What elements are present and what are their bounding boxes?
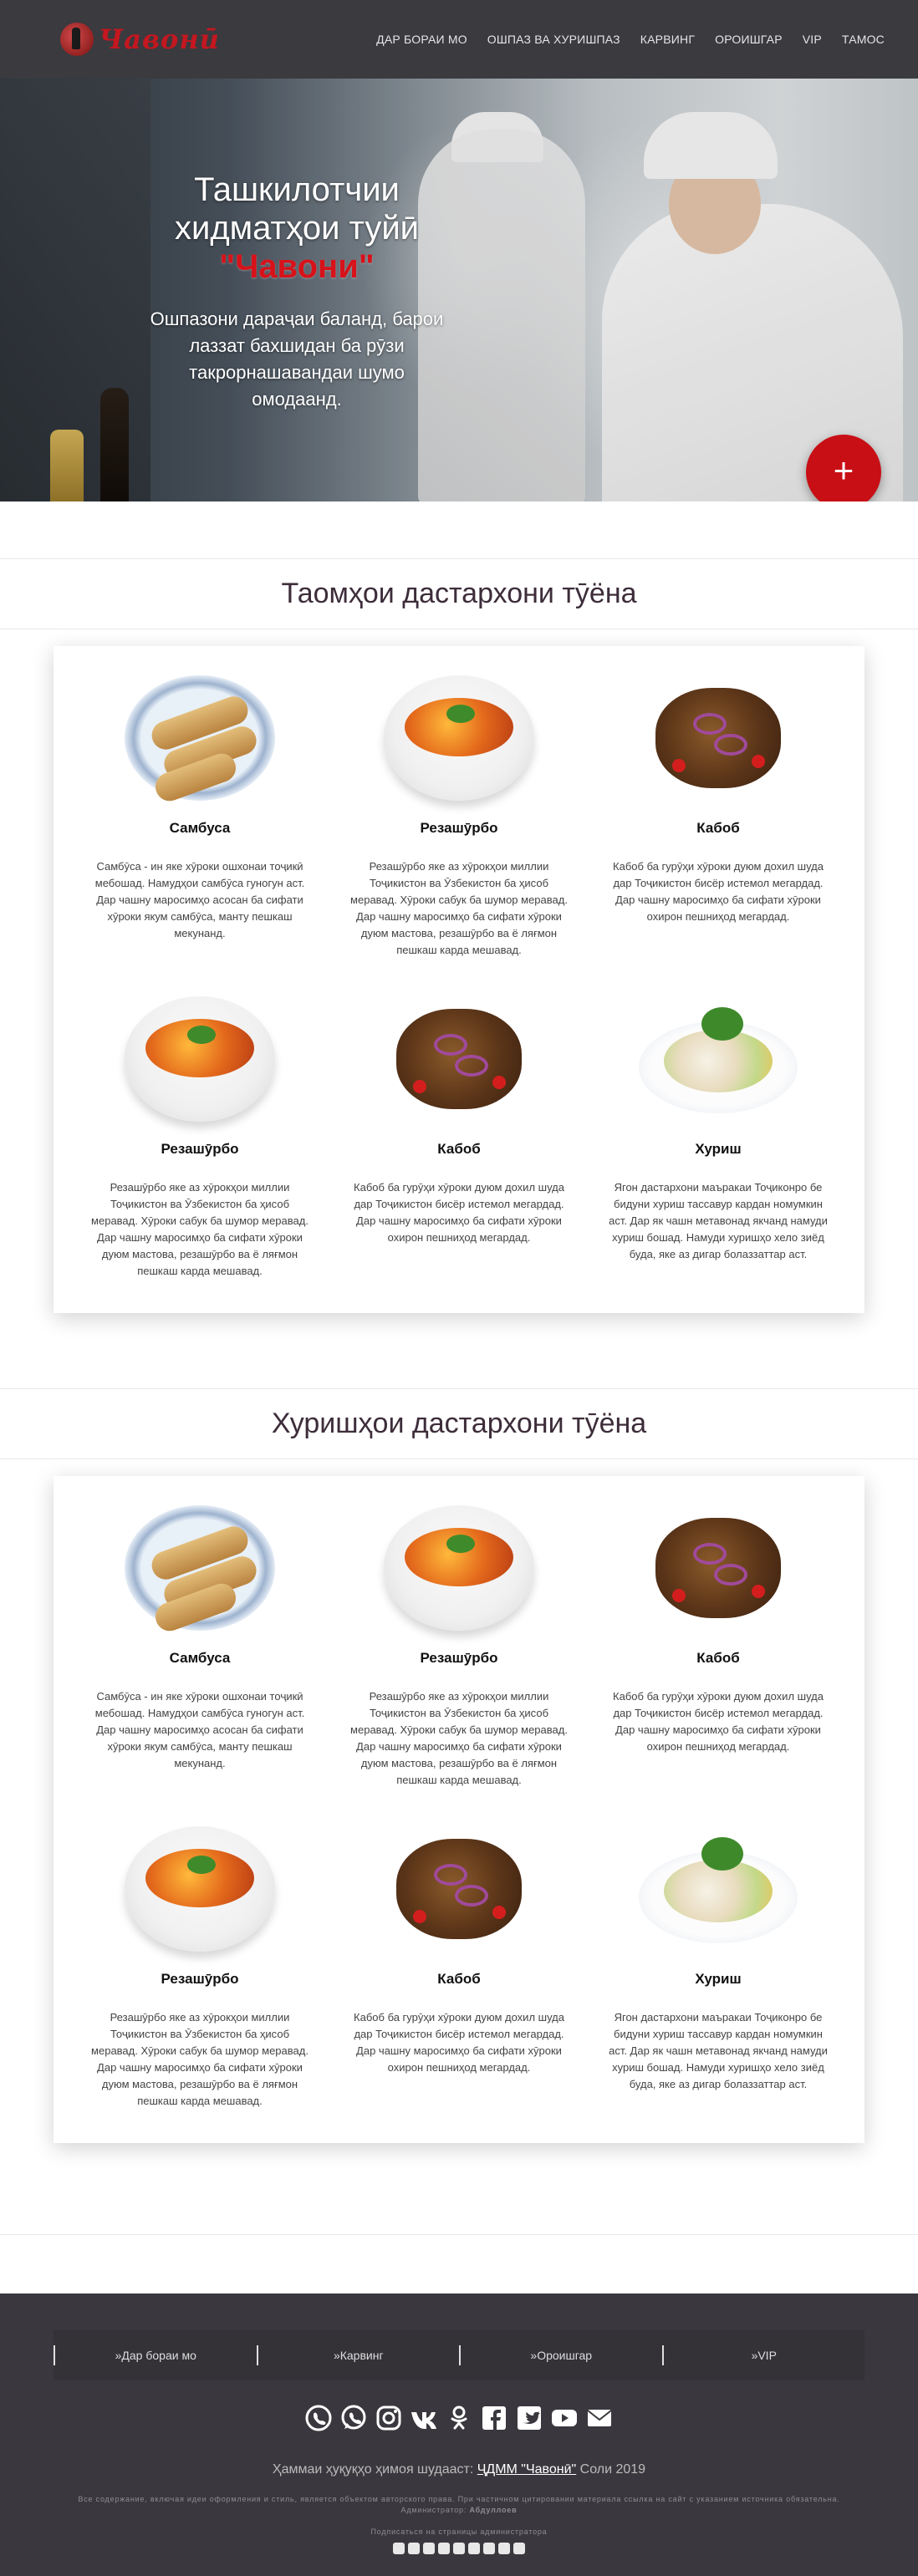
dish-description: Кабоб ба гурӯҳи хӯроки дуюм дохил шуда дар Тоҷикистон бисёр истемол мегардад. Дар чашну маросимҳо ба сифати хӯроки охирон пешниҳод мегардад. — [354, 2011, 564, 2074]
nav-vip[interactable]: VIP — [802, 33, 822, 46]
dish-card[interactable] — [329, 984, 589, 1305]
whatsapp-icon[interactable] — [408, 2543, 420, 2554]
copyright-company-link[interactable]: ҶДММ "Чавонӣ" — [477, 2462, 577, 2477]
dish-description: Самбӯса - ин яке хӯроки ошхонаи тоҷикӣ мебошад. Намудҳои самбӯса гуногун аст. Дар чашну маросимҳо асосан ба сифати хӯроки якум самбӯса, манту пешкаш мекунанд. — [94, 1690, 305, 1769]
dish-name: Самбуса — [169, 820, 231, 836]
whatsapp-icon[interactable] — [339, 2404, 368, 2432]
dish-description: Кабоб ба гурӯҳи хӯроки дуюм дохил шуда дар Тоҷикистон бисёр истемол мегардад. Дар чашну маросимҳо ба сифати хӯроки охирон пешниҳод мегардад. — [354, 1181, 564, 1244]
samosa-image — [116, 1493, 283, 1635]
youtube-icon[interactable] — [498, 2543, 510, 2554]
dish-description: Резашӯрбо яке аз хӯрокҳои миллии Тоҷикистон ва Ӯзбекистон ба ҳисоб меравад. Хӯроки сабук ба шумор меравад. Дар чашну маросимҳо ба сифати хӯроки дуюм мастова, резашӯрбо ва ё ляғмон пешкаш карда мешавад. — [350, 860, 568, 956]
dishes-section — [0, 558, 918, 1313]
logo-text: Чавонӣ — [99, 23, 220, 55]
dish-name: Резашӯрбо — [161, 1971, 239, 1987]
dish-card[interactable] — [589, 663, 848, 984]
email-icon[interactable] — [585, 2404, 614, 2432]
nav-about[interactable]: ДАР БОРАИ МО — [376, 33, 467, 46]
dish-card[interactable] — [70, 663, 329, 984]
section-title: Таомҳои дастархони тӯёна — [281, 578, 637, 609]
section-divider — [0, 2143, 918, 2235]
nav-decorator[interactable]: ОРОИШГАР — [715, 33, 783, 46]
subscribe-text: Подписаться на страницы администратора — [370, 2528, 548, 2536]
main-nav — [376, 33, 885, 46]
vk-icon[interactable] — [438, 2543, 450, 2554]
admin-name: Абдуллоев — [469, 2506, 518, 2514]
admin-line — [17, 2505, 901, 2516]
site-footer — [0, 2293, 918, 2576]
dish-description: Кабоб ба гурӯҳи хӯроки дуюм дохил шуда дар Тоҷикистон бисёр истемол мегардад. Дар чашну маросимҳо ба сифати хӯроки охирон пешниҳод мегардад. — [613, 860, 824, 923]
footer-link-about[interactable]: »Дар бораи мо — [54, 2345, 257, 2365]
copyright-year: Соли 2019 — [576, 2462, 646, 2477]
soup-image — [116, 1814, 283, 1956]
hero-subtitle: Ошпазони дараҷаи баланд, барои лаззат бахшидан ба рӯзи такрорнашавандаи шумо омодаанд. — [150, 308, 444, 410]
hero-banner — [0, 79, 918, 501]
soup-image — [116, 984, 283, 1126]
dish-description: Кабоб ба гурӯҳи хӯроки дуюм дохил шуда дар Тоҷикистон бисёр истемол мегардад. Дар чашну маросимҳо ба сифати хӯроки охирон пешниҳод мегардад. — [613, 1690, 824, 1753]
footer-link-decorator[interactable]: »Ороишгар — [459, 2345, 662, 2365]
sauces-section — [0, 1388, 918, 2235]
dish-grid — [54, 1476, 864, 2143]
twitter-icon[interactable] — [515, 2404, 543, 2432]
admin-social-links — [17, 2543, 901, 2554]
instagram-icon[interactable] — [375, 2404, 403, 2432]
samosa-image — [116, 663, 283, 805]
odnoklassniki-icon[interactable] — [453, 2543, 465, 2554]
dish-description: Ягон дастархони маъракаи Тоҷиконро бе бидуни хуриш тассавур кардан номумкин аст. Дар як чашн метавонад якчанд намуди хуриш бошад. Намуди хуришҳо хело зиёд буда, яке аз дигар болаззаттар аст. — [609, 2011, 828, 2090]
dish-card[interactable] — [589, 1814, 848, 2135]
hero-overlay — [0, 79, 918, 501]
nav-carving[interactable]: КАРВИНГ — [640, 33, 696, 46]
dish-card[interactable] — [70, 984, 329, 1305]
viber-icon[interactable] — [304, 2404, 333, 2432]
instagram-icon[interactable] — [423, 2543, 435, 2554]
dish-name: Хуриш — [695, 1141, 742, 1157]
site-header — [0, 0, 918, 79]
dish-card[interactable] — [329, 1493, 589, 1814]
nav-contact[interactable]: ТАМОС — [841, 33, 885, 46]
dish-description: Резашӯрбо яке аз хӯрокҳои миллии Тоҷикистон ва Ӯзбекистон ба ҳисоб меравад. Хӯроки сабук ба шумор меравад. Дар чашну маросимҳо ба сифати хӯроки дуюм мастова, резашӯрбо ва ё ляғмон пешкаш карда мешавад. — [91, 2011, 309, 2107]
dish-card[interactable] — [70, 1493, 329, 1814]
dish-name: Кабоб — [437, 1971, 481, 1987]
copyright — [17, 2462, 901, 2477]
hero-text — [142, 171, 451, 413]
hero-brand: "Чавони" — [219, 248, 375, 285]
footer-links — [54, 2330, 864, 2380]
dish-name: Кабоб — [696, 820, 740, 836]
admin-label: Администратор: — [400, 2506, 470, 2514]
chef-logo-icon — [60, 23, 94, 56]
twitter-icon[interactable] — [483, 2543, 495, 2554]
plus-button[interactable]: + — [806, 435, 881, 501]
footer-link-vip[interactable]: »VIP — [662, 2345, 865, 2365]
logo[interactable] — [60, 23, 220, 56]
dish-card[interactable] — [589, 984, 848, 1305]
kebab-image — [635, 663, 802, 805]
odnoklassniki-icon[interactable] — [445, 2404, 473, 2432]
dish-name: Самбуса — [169, 1650, 231, 1666]
vk-icon[interactable] — [410, 2404, 438, 2432]
copyright-prefix: Ҳаммаи ҳуқуқҳо ҳимоя шудааст: — [272, 2462, 477, 2477]
kebab-image — [635, 1493, 802, 1635]
youtube-icon[interactable] — [550, 2404, 579, 2432]
dish-card[interactable] — [329, 663, 589, 984]
dish-card[interactable] — [70, 1814, 329, 2135]
dish-card[interactable] — [589, 1493, 848, 1814]
footer-link-carving[interactable]: »Карвинг — [257, 2345, 460, 2365]
dish-description: Резашӯрбо яке аз хӯрокҳои миллии Тоҷикистон ва Ӯзбекистон ба ҳисоб меравад. Хӯроки сабук ба шумор меравад. Дар чашну маросимҳо ба сифати хӯроки дуюм мастова, резашӯрбо ва ё ляғмон пешкаш карда мешавад. — [350, 1690, 568, 1786]
legal-text: Все содержание, включая идеи оформления и стиль, является объектом авторского права. При частичном цитировании материала ссылка на сайт с указанием источника обязательна. — [78, 2495, 840, 2503]
hero-title: Ташкилотчии хидматҳои туйӣ — [174, 171, 420, 247]
section-title-bar — [0, 558, 918, 629]
kebab-image — [375, 1814, 543, 1956]
email-icon[interactable] — [513, 2543, 525, 2554]
soup-image — [375, 1493, 543, 1635]
dish-name: Кабоб — [696, 1650, 740, 1666]
dish-description: Резашӯрбо яке аз хӯрокҳои миллии Тоҷикистон ва Ӯзбекистон ба ҳисоб меравад. Хӯроки сабук ба шумор меравад. Дар чашну маросимҳо ба сифати хӯроки дуюм мастова, резашӯрбо ва ё ляғмон пешкаш карда мешавад. — [91, 1181, 309, 1277]
dish-card[interactable] — [329, 1814, 589, 2135]
soup-image — [375, 663, 543, 805]
legal-notice — [17, 2494, 901, 2516]
facebook-icon[interactable] — [480, 2404, 508, 2432]
viber-icon[interactable] — [393, 2543, 405, 2554]
dish-description: Самбӯса - ин яке хӯроки ошхонаи тоҷикӣ мебошад. Намудҳои самбӯса гуногун аст. Дар чашну маросимҳо асосан ба сифати хӯроки якум самбӯса, манту пешкаш мекунанд. — [94, 860, 305, 939]
kebab-image — [375, 984, 543, 1126]
salad-image — [635, 1814, 802, 1956]
salad-image — [635, 984, 802, 1126]
dish-name: Кабоб — [437, 1141, 481, 1157]
section-title-bar — [0, 1388, 918, 1459]
dish-name: Резашӯрбо — [161, 1141, 239, 1157]
facebook-icon[interactable] — [468, 2543, 480, 2554]
dish-grid — [54, 646, 864, 1313]
dish-description: Ягон дастархони маъракаи Тоҷиконро бе бидуни хуриш тассавур кардан номумкин аст. Дар як чашн метавонад якчанд намуди хуриш бошад. Намуди хуришҳо хело зиёд буда, яке аз дигар болаззаттар аст. — [609, 1181, 828, 1260]
social-links — [54, 2404, 864, 2432]
dish-name: Резашӯрбо — [420, 1650, 498, 1666]
dish-name: Хуриш — [695, 1971, 742, 1987]
section-title: Хуришҳои дастархони тӯёна — [271, 1408, 647, 1439]
nav-chefs[interactable]: ОШПАЗ ВА ХУРИШПАЗ — [487, 33, 620, 46]
dish-name: Резашӯрбо — [420, 820, 498, 836]
